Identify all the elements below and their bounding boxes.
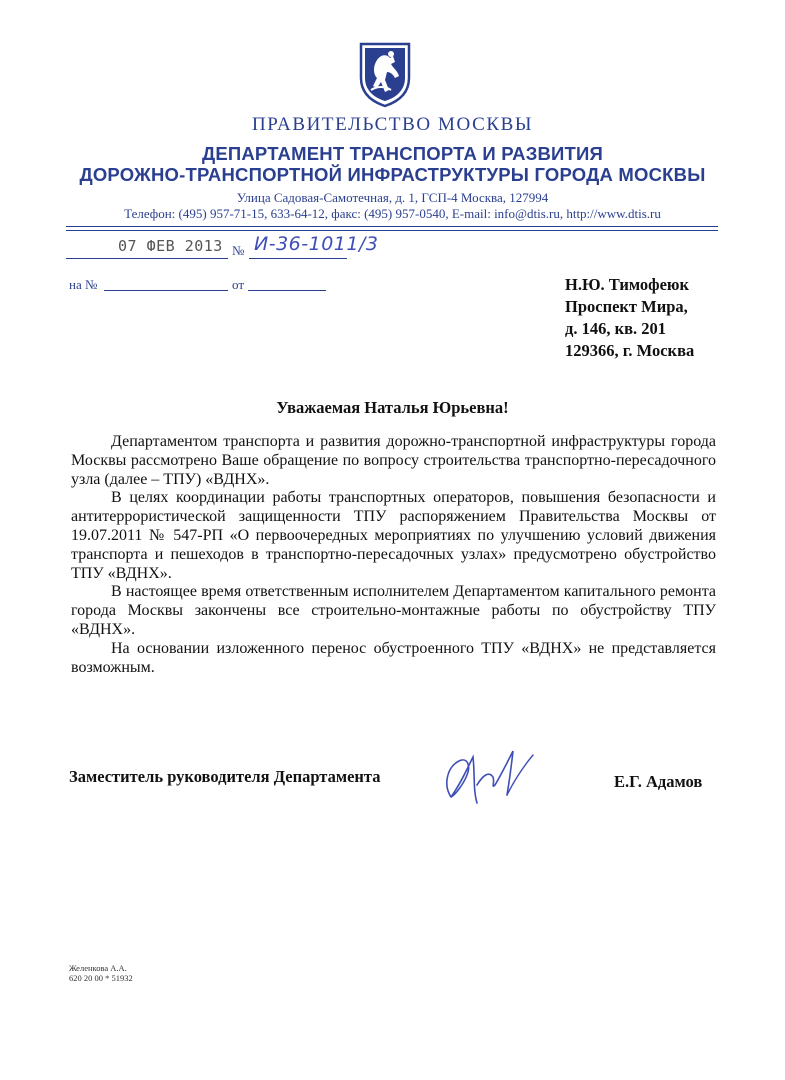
signatory-name: Е.Г. Адамов [614, 772, 703, 791]
department-address: Улица Садовая-Самотечная, д. 1, ГСП-4 Москва, 127994 [236, 190, 549, 205]
signatory-title: Заместитель руководителя Департамента [69, 767, 381, 786]
department-name-line-1: ДЕПАРТАМЕНТ ТРАНСПОРТА И РАЗВИТИЯ [201, 143, 604, 164]
date-stamp: 07 ФЕВ 2013 [118, 237, 223, 255]
body-paragraph-1: Департаментом транспорта и развития дорожно-транспортной инфраструктуры города Москвы рассмотрено Ваше обращение по вопросу строительства транспортно-пересадочного узла (далее – ТПУ) «ВДНХ». [71, 433, 716, 488]
reference-date-line [248, 280, 326, 291]
body-paragraph-4: На основании изложенного перенос обустроенного ТПУ «ВДНХ» не представляется возможным. [71, 639, 716, 676]
department-contacts: Телефон: (495) 957-71-15, 633-64-12, факс: (495) 957-0540, E-mail: info@dtis.ru, http://www.dtis.ru [124, 206, 661, 221]
executor-name: Желенкова А.А. [69, 963, 127, 973]
handwritten-signature-icon [437, 745, 547, 807]
executor-info [69, 963, 133, 983]
reference-from-label: от [232, 277, 245, 292]
letter-body [71, 433, 716, 677]
reference-number-line [104, 280, 228, 291]
letterhead-divider-thin [66, 230, 718, 231]
recipient-house: д. 146, кв. 201 [565, 319, 667, 338]
recipient-city: 129366, г. Москва [565, 341, 695, 360]
recipient-street: Проспект Мира, [565, 297, 688, 316]
executor-phone: 620 20 00 * 51932 [69, 973, 133, 983]
registration-number: И-36-1011/3 [254, 233, 379, 255]
recipient-block [565, 274, 694, 362]
government-title: ПРАВИТЕЛЬСТВО МОСКВЫ [251, 114, 534, 135]
body-paragraph-2: В целях координации работы транспортных операторов, повышения безопасности и антитеррористической защищенности ТПУ распоряжением Правительства Москвы от 19.07.2011 № 547-РП «О первоочередных мероприятиях по улучшению условий движения транспорта и пешеходов в транспортно-пересадочных узлах» предусмотрено обустройство ТПУ «ВДНХ». [71, 489, 716, 582]
number-sign: № [232, 243, 245, 258]
recipient-name: Н.Ю. Тимофеюк [565, 275, 690, 294]
letterhead-divider [66, 226, 718, 227]
reference-number-label: на № [69, 277, 98, 292]
department-name-line-2: ДОРОЖНО-ТРАНСПОРТНОЙ ИНФРАСТРУКТУРЫ ГОРОДА МОСКВЫ [79, 164, 706, 185]
greeting: Уважаемая Наталья Юрьевна! [276, 398, 509, 417]
moscow-coat-of-arms-icon [357, 40, 413, 108]
body-paragraph-3: В настоящее время ответственным исполнителем Департаментом капитального ремонта города Москвы закончены все строительно-монтажные работы по обустройству ТПУ «ВДНХ». [71, 583, 716, 638]
